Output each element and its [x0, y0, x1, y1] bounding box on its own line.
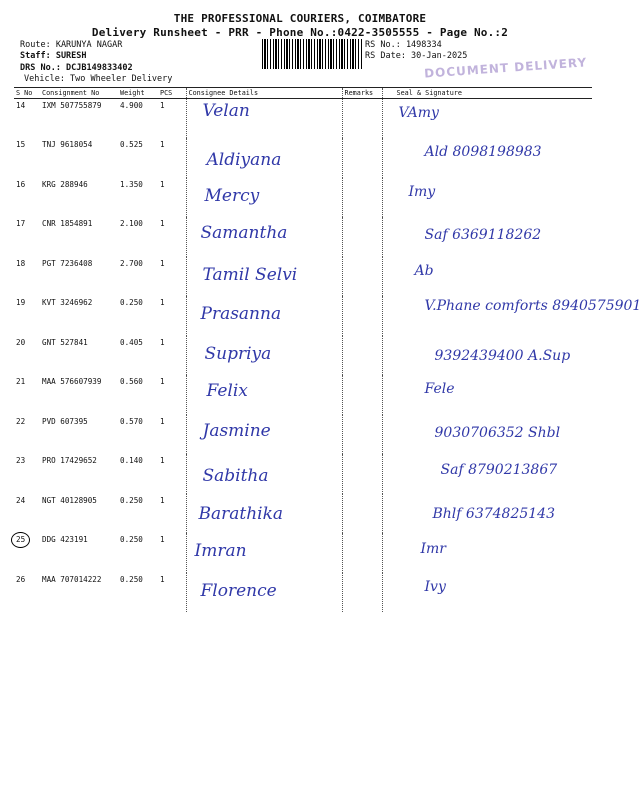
cell-pcs: 1 — [160, 140, 165, 149]
cell-weight: 0.250 — [120, 298, 143, 307]
handwritten-signature: 9030706352 Shbl — [434, 424, 561, 441]
col-header-sno: S No — [14, 88, 40, 99]
table-row — [14, 257, 592, 297]
handwritten-signature: Ab — [414, 262, 434, 279]
handwritten-consignee-name: Tamil Selvi — [202, 264, 298, 285]
cell-consignment-no: TNJ 9618054 — [42, 140, 93, 149]
handwritten-signature: VAmy — [398, 105, 439, 121]
cell-sno: 26 — [16, 574, 26, 584]
cell-pcs: 1 — [160, 574, 165, 584]
cell-remarks — [342, 336, 382, 376]
handwritten-consignee-name: Imran — [194, 541, 247, 561]
cell-sno: 15 — [16, 140, 26, 149]
cell-weight: 1.350 — [120, 179, 143, 189]
drs-number: DRS No.: DCJB149833402 — [20, 63, 133, 73]
table-row — [14, 533, 592, 573]
cell-consignee-details — [186, 217, 342, 257]
cell-seal-signature — [382, 336, 592, 376]
handwritten-signature: Imy — [408, 183, 436, 200]
cell-consignee-details — [186, 415, 342, 455]
handwritten-consignee-name: Sabitha — [202, 466, 269, 486]
col-header-pcs: PCS — [158, 88, 186, 99]
cell-sno: 19 — [16, 298, 26, 307]
cell-consignment-no: PRO 17429652 — [42, 456, 97, 465]
cell-consignee-details — [186, 296, 342, 336]
handwritten-signature: V.Phane comforts 8940575901 — [424, 298, 641, 314]
cell-consignment-no: DDG 423191 — [42, 535, 88, 544]
table-row — [14, 415, 592, 455]
route-label: Route: KARUNYA NAGAR — [20, 40, 123, 50]
cell-seal-signature — [382, 138, 592, 178]
cell-consignee-details — [186, 138, 342, 178]
handwritten-consignee-name: Barathika — [198, 503, 284, 524]
cell-sno: 23 — [16, 456, 26, 465]
cell-consignee-details — [186, 454, 342, 494]
cell-weight: 4.900 — [120, 101, 143, 110]
cell-seal-signature — [382, 178, 592, 218]
handwritten-consignee-name: Felix — [206, 381, 248, 401]
cell-seal-signature — [382, 217, 592, 257]
handwritten-consignee-name: Supriya — [204, 343, 272, 364]
cell-consignee-details — [186, 533, 342, 573]
cell-consignee-details — [186, 257, 342, 297]
barcode — [262, 39, 362, 69]
cell-pcs: 1 — [160, 219, 165, 228]
cell-remarks — [342, 178, 382, 218]
cell-remarks — [342, 296, 382, 336]
col-header-consignee: Consignee Details — [186, 88, 342, 99]
cell-consignee-details — [186, 336, 342, 376]
cell-consignment-no: KVT 3246962 — [42, 298, 93, 307]
cell-seal-signature — [382, 573, 592, 613]
rs-date: RS Date: 30-Jan-2025 — [365, 51, 468, 61]
cell-sno: 18 — [16, 258, 26, 268]
cell-weight: 0.525 — [120, 140, 143, 149]
handwritten-signature: Bhlf 6374825143 — [432, 505, 555, 522]
cell-sno: 14 — [16, 101, 26, 110]
cell-pcs: 1 — [160, 179, 165, 189]
cell-remarks — [342, 573, 382, 613]
cell-remarks — [342, 415, 382, 455]
cell-weight: 0.560 — [120, 377, 143, 386]
cell-remarks — [342, 454, 382, 494]
table-row — [14, 138, 592, 178]
handwritten-signature: 9392439400 A.Sup — [434, 347, 571, 364]
cell-consignee-details — [186, 375, 342, 415]
company-title: THE PROFESSIONAL COURIERS, COIMBATORE — [173, 12, 427, 25]
cell-weight: 0.140 — [120, 456, 143, 465]
cell-seal-signature — [382, 454, 592, 494]
table-row — [14, 494, 592, 534]
cell-seal-signature — [382, 415, 592, 455]
cell-pcs: 1 — [160, 101, 165, 110]
cell-sno: 20 — [16, 337, 26, 347]
table-row — [14, 296, 592, 336]
handwritten-signature: Ald 8098198983 — [424, 144, 542, 160]
cell-pcs: 1 — [160, 337, 165, 347]
table-row — [14, 99, 592, 139]
rs-number: RS No.: 1498334 — [365, 40, 442, 50]
table-row — [14, 336, 592, 376]
cell-consignee-details — [186, 573, 342, 613]
cell-sno: 25 — [14, 533, 40, 573]
cell-consignment-no: PVD 607395 — [42, 416, 88, 426]
runsheet-table — [14, 87, 641, 612]
cell-sno: 21 — [16, 377, 26, 386]
vehicle-label: Vehicle: Two Wheeler Delivery — [24, 74, 173, 84]
col-header-consignment: Consignment No — [40, 88, 118, 99]
handwritten-signature: Fele — [424, 381, 455, 397]
cell-sno: 22 — [16, 416, 26, 426]
cell-pcs: 1 — [160, 298, 165, 307]
cell-consignee-details — [186, 99, 342, 139]
cell-sno: 17 — [16, 219, 26, 228]
cell-weight: 0.250 — [120, 495, 143, 505]
handwritten-consignee-name: Jasmine — [202, 420, 271, 441]
cell-weight: 0.250 — [120, 535, 143, 544]
col-header-weight: Weight — [118, 88, 158, 99]
cell-seal-signature — [382, 494, 592, 534]
cell-weight: 2.100 — [120, 219, 143, 228]
cell-consignment-no: MAA 707014222 — [42, 574, 102, 584]
handwritten-consignee-name: Florence — [200, 580, 277, 601]
cell-consignment-no: PGT 7236408 — [42, 258, 93, 268]
cell-remarks — [342, 494, 382, 534]
cell-weight: 2.700 — [120, 258, 143, 268]
handwritten-consignee-name: Samantha — [200, 223, 288, 243]
cell-pcs: 1 — [160, 416, 165, 426]
cell-consignee-details — [186, 494, 342, 534]
cell-seal-signature — [382, 99, 592, 139]
cell-seal-signature — [382, 375, 592, 415]
runsheet-subtitle: Delivery Runsheet - PRR - Phone No.:0422-3505555 - Page No.:2 — [91, 26, 509, 39]
cell-remarks — [342, 257, 382, 297]
cell-consignment-no: IXM 507755879 — [42, 101, 102, 110]
table-row — [14, 454, 592, 494]
handwritten-signature: Saf 6369118262 — [424, 227, 542, 243]
cell-remarks — [342, 375, 382, 415]
table-header-row — [14, 88, 592, 99]
cell-remarks — [342, 99, 382, 139]
cell-consignment-no: NGT 40128905 — [42, 495, 97, 505]
cell-consignment-no: CNR 1854891 — [42, 219, 93, 228]
staff-label: Staff: SURESH — [20, 51, 87, 61]
cell-consignment-no: KRG 288946 — [42, 179, 88, 189]
cell-pcs: 1 — [160, 535, 165, 544]
cell-remarks — [342, 138, 382, 178]
table-row — [14, 375, 592, 415]
handwritten-consignee-name: Mercy — [204, 185, 260, 206]
cell-weight: 0.250 — [120, 574, 143, 584]
cell-remarks — [342, 217, 382, 257]
cell-sno: 16 — [16, 179, 26, 189]
cell-seal-signature — [382, 257, 592, 297]
circled-mark — [11, 532, 30, 548]
col-header-signature: Seal & Signature — [382, 88, 592, 99]
cell-weight: 0.570 — [120, 416, 143, 426]
cell-seal-signature — [382, 296, 641, 336]
handwritten-signature: Imr — [420, 541, 446, 557]
cell-pcs: 1 — [160, 495, 165, 505]
cell-sno: 24 — [16, 495, 26, 505]
cell-pcs: 1 — [160, 456, 165, 465]
table-row — [14, 178, 592, 218]
col-header-remarks: Remarks — [342, 88, 382, 99]
handwritten-consignee-name: Prasanna — [200, 304, 282, 324]
cell-pcs: 1 — [160, 258, 165, 268]
cell-weight: 0.405 — [120, 337, 143, 347]
cell-pcs: 1 — [160, 377, 165, 386]
document-delivery-stamp: DOCUMENT DELIVERY — [423, 55, 588, 81]
cell-consignment-no: GNT 527841 — [42, 337, 88, 347]
cell-remarks — [342, 533, 382, 573]
handwritten-signature: Saf 8790213867 — [440, 462, 558, 478]
cell-consignee-details — [186, 178, 342, 218]
handwritten-signature: Ivy — [424, 578, 446, 595]
table-row — [14, 573, 592, 613]
cell-consignment-no: MAA 576607939 — [42, 377, 102, 386]
cell-seal-signature — [382, 533, 592, 573]
handwritten-consignee-name: Aldiyana — [206, 150, 282, 170]
table-row — [14, 217, 592, 257]
handwritten-consignee-name: Velan — [202, 101, 250, 121]
